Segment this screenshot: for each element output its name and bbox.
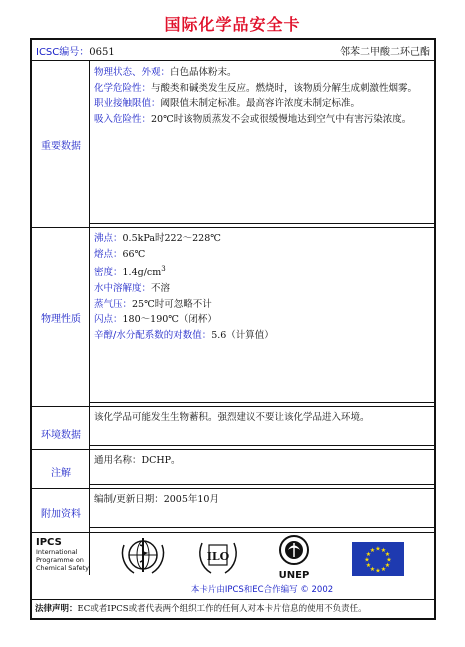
- eu-star-icon: ★: [369, 566, 376, 573]
- hazard-key: 吸入危险性：: [94, 113, 152, 125]
- property-value: 25℃时可忽略不计: [132, 298, 212, 310]
- hazard-item: [94, 65, 430, 81]
- property-key: 沸点：: [94, 233, 123, 244]
- ilo-logo: [197, 535, 239, 575]
- hazards-content: [90, 63, 434, 223]
- property-value: 66℃: [122, 248, 146, 260]
- hazard-key: 职业接触限值：: [94, 98, 161, 110]
- card-title: 国际化学品安全卡: [164, 15, 301, 34]
- legal-text: EC或者IPCS或者代表两个组织工作的任何人对本卡片信息的使用不负责任。: [77, 604, 367, 614]
- eu-star-icon: ★: [380, 547, 387, 554]
- legal-notice: [35, 602, 367, 614]
- ipcs-line-3: Chemical Safety: [36, 564, 90, 572]
- eu-star-icon: ★: [364, 556, 370, 564]
- property-key: 水中溶解度：: [94, 282, 152, 294]
- environment-text: 该化学品可能发生生物蓄积。强烈建议不要让该化学品进入环境。: [94, 412, 370, 423]
- eu-star-icon: ★: [380, 566, 387, 573]
- property-value: 1.4g/cm: [122, 267, 162, 279]
- notes-text: 通用名称：DCHP。: [94, 455, 181, 466]
- additional-text: 编制/更新日期：2005年10月: [94, 494, 219, 505]
- property-value: 0.5kPa时222～228℃: [122, 233, 221, 244]
- eu-star-icon: ★: [369, 547, 376, 554]
- property-key: 闪点：: [94, 314, 123, 326]
- hazard-value: 白色晶体粉末。: [170, 67, 237, 78]
- ipcs-block: [36, 537, 106, 572]
- property-item: [94, 262, 430, 281]
- property-key: 辛醇/水分配系数的对数值：: [94, 329, 212, 341]
- property-key: 密度：: [94, 267, 123, 279]
- hazard-item: [94, 112, 430, 128]
- eu-star-icon: ★: [375, 545, 381, 553]
- hazard-key: 化学危险性：: [94, 82, 152, 94]
- hazard-key: 物理状态、外观：: [94, 67, 171, 78]
- property-item: [94, 281, 430, 297]
- icsc-header: [36, 43, 115, 58]
- who-logo: [120, 535, 166, 575]
- property-value: 180～190℃（闭杯）: [122, 314, 217, 326]
- eu-star-icon: ★: [384, 562, 391, 569]
- unep-logo: [270, 534, 318, 581]
- hazard-value: 20℃时该物质蒸发不会或很缓慢地达到空气中有害污染浓度。: [151, 113, 412, 125]
- property-sup: 3: [161, 265, 166, 274]
- eu-star-icon: ★: [365, 562, 372, 569]
- property-key: 熔点：: [94, 248, 123, 260]
- eu-star-icon: ★: [384, 551, 391, 558]
- hazard-item: [94, 81, 430, 97]
- unep-text: UNEP: [278, 570, 310, 581]
- icsc-number: 0651: [89, 47, 115, 58]
- svg-text:ILO: ILO: [206, 550, 230, 563]
- ipcs-title: IPCS: [36, 537, 62, 548]
- physical-label: 物理性质: [41, 314, 81, 325]
- property-value: 不溶: [151, 282, 171, 294]
- environment-label: 环境数据: [41, 430, 81, 441]
- chemical-name: 邻苯二甲酸二环己酯: [340, 47, 430, 58]
- property-key: 蒸气压：: [94, 298, 133, 310]
- hazard-value: 与酸类和碱类发生反应。燃烧时，该物质分解生成刺激性烟雾。: [151, 82, 418, 94]
- legal-label: 法律声明：: [35, 604, 78, 614]
- property-item: [94, 328, 430, 344]
- property-item: [94, 297, 430, 313]
- eu-star-icon: ★: [375, 567, 381, 575]
- hazard-value: 阈限值未制定标准。最高容许浓度未制定标准。: [160, 98, 361, 110]
- hazards-label: 重要数据: [41, 141, 81, 152]
- eu-star-icon: ★: [365, 551, 372, 558]
- eu-star-icon: ★: [386, 556, 392, 564]
- additional-label: 附加资料: [41, 509, 81, 520]
- icsc-label: ICSC编号：: [36, 47, 90, 58]
- credit-line: 本卡片由IPCS和EC合作编写 © 2002: [190, 585, 334, 595]
- ipcs-line-1: International: [36, 548, 78, 556]
- card-frame: [30, 38, 436, 620]
- property-value: 5.6（计算值）: [211, 329, 274, 341]
- notes-label: 注解: [51, 468, 71, 479]
- property-item: [94, 312, 430, 328]
- hazard-item: [94, 96, 430, 112]
- physical-content: [90, 229, 434, 345]
- eu-flag-icon: [352, 542, 404, 576]
- property-item: [94, 231, 430, 247]
- property-item: [94, 247, 430, 263]
- ipcs-line-2: Programme on: [36, 556, 84, 564]
